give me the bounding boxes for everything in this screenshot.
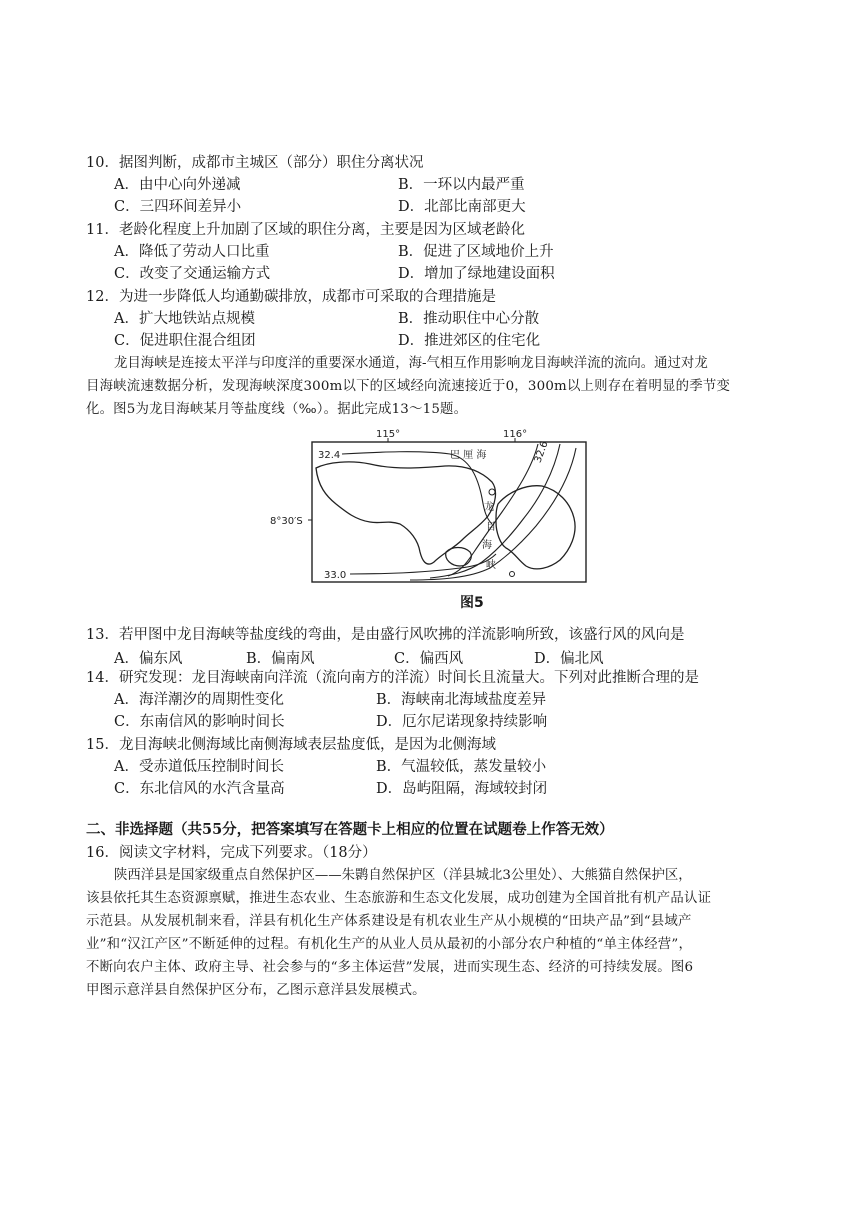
figure5-map [270,428,590,590]
islet [510,572,515,577]
q12-option-a: A．扩大地铁站点规模 [114,311,255,327]
q11-stem: 11．老龄化程度上升加剧了区域的职住分离，主要是因为区域老龄化 [86,222,525,238]
q14-stem: 14．研究发现：龙目海峡南向洋流（流向南方的洋流）时间长且流量大。下列对此推断合理的是 [86,670,699,686]
islet [489,489,495,495]
q10-option-b: B．一环以内最严重 [398,177,525,193]
lon-label-116: 116° [503,429,528,440]
q15-option-b: B．气温较低，蒸发量较小 [376,759,547,775]
q16-line1: 陕西洋县是国家级重点自然保护区——朱鹮自然保护区（洋县城北3公里处）、大熊猫自然保护区， [114,868,692,883]
q16-line2: 该县依托其生态资源禀赋，推进生态农业、生态旅游和生态文化发展，成功创建为全国首批有机产品认证 [86,891,712,906]
q10-option-c: C．三四环间差异小 [114,199,242,215]
q10-option-d: D．北部比南部更大 [398,199,526,215]
isohaline-label-33-0: 33.0 [324,570,347,581]
passage1-line2: 目海峡流速数据分析，发现海峡深度300m以下的区域经向流速接近于0，300m以上则存在着明显的季节变 [86,379,731,394]
lat-label: 8°30′S [270,516,303,527]
q13-stem: 13．若甲图中龙目海峡等盐度线的弯曲，是由盛行风吹拂的洋流影响所致，该盛行风的风向是 [86,627,685,643]
q15-stem: 15．龙目海峡北侧海域比南侧海域表层盐度低，是因为北侧海域 [86,737,496,753]
q14-option-a: A．海洋潮汐的周期性变化 [114,692,284,708]
q11-option-d: D．增加了绿地建设面积 [398,266,555,282]
q15-option-a: A．受赤道低压控制时间长 [114,759,284,775]
strait-label-2: 目 [486,522,496,533]
q16-line3: 示范县。从发展机制来看，洋县有机化生产体系建设是有机农业生产从小规模的“田块产品”到“县域产 [86,914,692,929]
q13-option-b: B．偏南风 [246,651,315,667]
q16-stem: 16．阅读文字材料，完成下列要求。（18分） [86,845,377,861]
q16-line4: 业”和“汉江产区”不断延伸的过程。有机化生产的从业人员从最初的小部分农户种植的“单主体经营”， [86,937,693,952]
q12-option-b: B．推动职住中心分散 [398,311,540,327]
q12-option-d: D．推进郊区的住宅化 [398,333,541,349]
q16-line6: 甲图示意洋县自然保护区分布，乙图示意洋县发展模式。 [86,983,426,998]
q14-option-c: C．东南信风的影响时间长 [114,714,285,730]
q11-option-a: A．降低了劳动人口比重 [114,244,270,260]
figure5-caption: 图5 [460,595,484,611]
strait-label-3: 海 [482,540,492,551]
q12-stem: 12．为进一步降低人均通勤碳排放，成都市可采取的合理措施是 [86,289,496,305]
q15-option-d: D．岛屿阻隔，海域较封闭 [376,781,548,797]
q13-option-c: C．偏西风 [394,651,464,667]
q13-option-a: A．偏东风 [114,651,183,667]
q12-option-c: C．促进职住混合组团 [114,333,256,349]
passage1-line1: 龙目海峡是连接太平洋与印度洋的重要深水通道，海-气相互作用影响龙目海峡洋流的流向。通过对龙 [114,356,708,371]
q14-option-d: D．厄尔尼诺现象持续影响 [376,714,548,730]
isohaline-label-32-4: 32.4 [318,450,341,461]
strait-label-1: 龙 [484,502,494,513]
q10-stem: 10．据图判断，成都市主城区（部分）职住分离状况 [86,155,424,171]
sea-name-label: 巴 厘 海 [450,450,487,461]
q14-option-b: B．海峡南北海域盐度差异 [376,692,547,708]
q10-option-a: A．由中心向外递减 [114,177,241,193]
isohaline-label-32-6: 32.6 [532,439,551,465]
passage1-line3: 化。图5为龙目海峡某月等盐度线（‰）。据此完成13～15题。 [86,402,468,417]
strait-label-4: 峡 [486,560,496,571]
isohaline-33-0 [350,554,496,574]
q11-option-b: B．促进了区域地价上升 [398,244,554,260]
bali-island [316,462,495,564]
q13-option-d: D．偏北风 [534,651,604,667]
q16-line5: 不断向农户主体、政府主导、社会参与的“多主体运营”发展，进而实现生态、经济的可持续发展。图6 [86,960,694,975]
lon-label-115: 115° [376,429,401,440]
q15-option-c: C．东北信风的水汽含量高 [114,781,285,797]
section2-heading: 二、非选择题（共55分，把答案填写在答题卡上相应的位置在试题卷上作答无效） [86,821,614,838]
q11-option-c: C．改变了交通运输方式 [114,266,271,282]
